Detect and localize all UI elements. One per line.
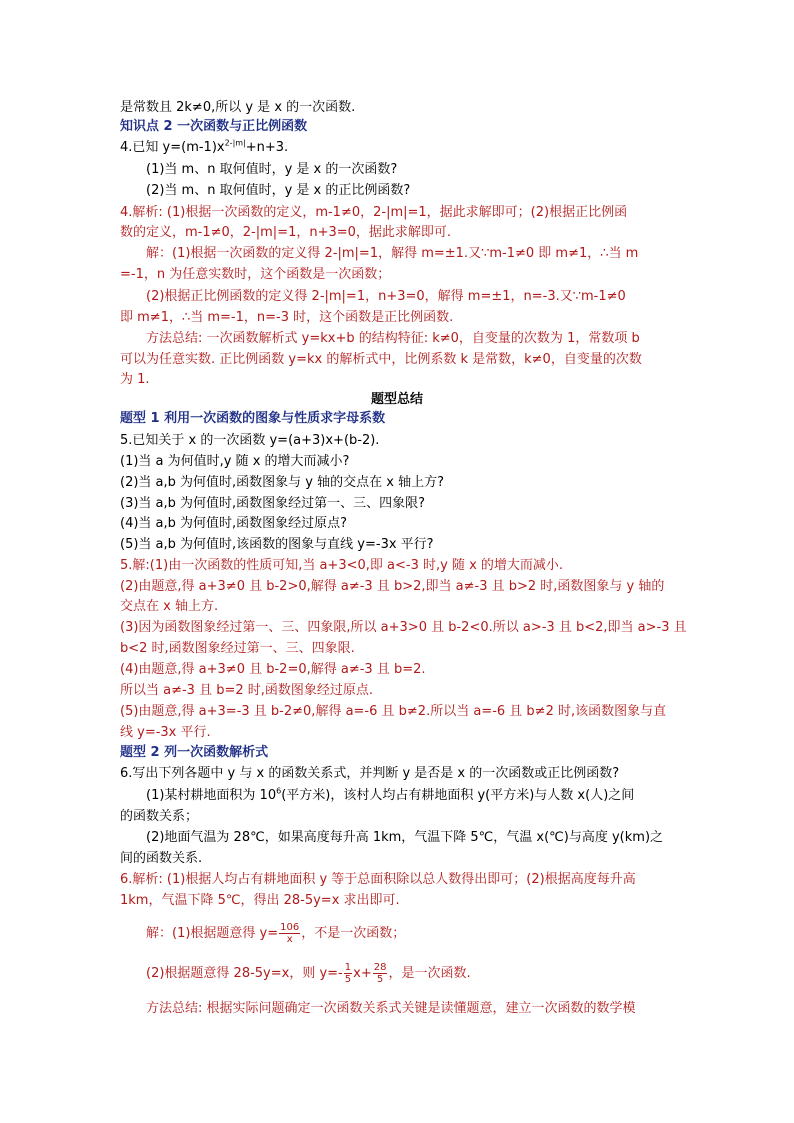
solution-text <box>146 960 471 988</box>
sub-question: (2)当 m、n 取何值时，y 是 x 的正比例函数? <box>146 183 411 198</box>
solution-part: x+ <box>353 966 372 981</box>
method-summary: 可以为任意实数. 正比例函数 y=kx 的解析式中，比例系数 k 是常数，k≠0，自变量的次数 <box>120 352 642 367</box>
analysis-text: 4.解析: (1)根据一次函数的定义，m-1≠0，2-|m|=1，据此求解即可；(2)根据正比例函 <box>120 205 628 220</box>
section-heading: 知识点 2 一次函数与正比例函数 <box>120 119 308 134</box>
sub-question: (1)当 m、n 取何值时，y 是 x 的一次函数? <box>146 162 398 177</box>
text-line: 是常数且 2k≠0,所以 y 是 x 的一次函数. <box>120 100 356 115</box>
solution-text: 即 m≠1，∴当 m=-1，n=-3 时，这个函数是正比例函数. <box>120 310 454 325</box>
numerator: 1 <box>344 962 352 973</box>
sub-question: (2)当 a,b 为何值时,函数图象与 y 轴的交点在 x 轴上方? <box>120 475 444 490</box>
question-text: (1)某村耕地面积为 10 <box>146 788 277 803</box>
sub-question: 的函数关系； <box>120 809 199 824</box>
question-5: 5.已知关于 x 的一次函数 y=(a+3)x+(b-2). <box>120 433 380 448</box>
sub-question: (5)当 a,b 为何值时,该函数的图象与直线 y=-3x 平行? <box>120 537 434 552</box>
solution-part: ，不是一次函数； <box>301 926 406 941</box>
section-title: 题型总结 <box>370 392 423 407</box>
solution-text: (3)因为函数图象经过第一、三、四象限,所以 a+3>0 且 b-2<0.所以 a>-3 且 b<2,即当 a>-3 且 <box>120 620 687 635</box>
method-summary: 方法总结: 一次函数解析式 y=kx+b 的结构特征: k≠0，自变量的次数为 1，常数项 b <box>146 331 640 346</box>
question-text: (平方米)，该村人均占有耕地面积 y(平方米)与人数 x(人)之间 <box>281 788 635 803</box>
solution-text: (5)由题意,得 a+3=-3 且 b-2≠0,解得 a=-6 且 b≠2.所以当 a=-6 且 b≠2 时,该函数图象与直 <box>120 704 667 719</box>
sub-question: 间的函数关系. <box>120 851 203 866</box>
solution-text: 线 y=-3x 平行. <box>120 725 211 740</box>
denominator: 5 <box>344 974 352 985</box>
section-heading: 题型 2 列一次函数解析式 <box>120 745 269 760</box>
numerator: 28 <box>373 962 387 973</box>
numerator: 106 <box>280 922 300 933</box>
sub-question: (2)地面气温为 28℃，如果高度每升高 1km，气温下降 5℃，气温 x(℃)与高度 y(km)之 <box>146 830 664 845</box>
analysis-text: 6.解析: (1)根据人均占有耕地面积 y 等于总面积除以总人数得出即可；(2)根据高度每升高 <box>120 872 636 887</box>
solution-text: 所以当 a≠-3 且 b=2 时,函数图象经过原点. <box>120 683 374 698</box>
solution-part: ，是一次函数. <box>388 966 471 981</box>
solution-part: (2)根据题意得 28-5y=x，则 y=- <box>146 966 343 981</box>
question-4 <box>120 138 288 158</box>
sub-question: (1)当 a 为何值时,y 随 x 的增大而减小? <box>120 454 350 469</box>
fraction <box>279 922 300 945</box>
solution-text <box>146 920 405 948</box>
solution-part: 解：(1)根据题意得 y= <box>146 926 279 941</box>
denominator: x <box>286 934 293 945</box>
sub-question: (4)当 a,b 为何值时,函数图象经过原点? <box>120 516 348 531</box>
solution-text: 交点在 x 轴上方. <box>120 599 219 614</box>
fraction <box>373 962 388 985</box>
method-summary: 方法总结: 根据实际问题确定一次函数关系式关键是读懂题意，建立一次函数的数学模 <box>146 1001 636 1016</box>
analysis-text: 数的定义，m-1≠0，2-|m|=1，n+3=0，据此求解即可. <box>120 225 452 240</box>
denominator: 5 <box>376 974 384 985</box>
solution-text: (2)由题意,得 a+3≠0 且 b-2>0,解得 a≠-3 且 b>2,即当 a≠-3 且 b>2 时,函数图象与 y 轴的 <box>120 579 665 594</box>
section-heading: 题型 1 利用一次函数的图象与性质求字母系数 <box>120 411 386 426</box>
solution-text: b<2 时,函数图象经过第一、三、四象限. <box>120 641 355 656</box>
fraction <box>344 962 352 985</box>
exponent: 6 <box>276 786 282 796</box>
question-text: +n+3. <box>245 140 289 155</box>
solution-text: 解：(1)根据一次函数的定义得 2-|m|=1，解得 m=±1.又∵m-1≠0 即 m≠1，∴当 m <box>146 246 639 261</box>
question-text: 4.已知 y=(m-1)x <box>120 140 225 155</box>
sub-question <box>146 786 634 806</box>
question-6: 6.写出下列各题中 y 与 x 的函数关系式，并判断 y 是否是 x 的一次函数或正比例函数? <box>120 766 620 781</box>
solution-text: (2)根据正比例函数的定义得 2-|m|=1，n+3=0，解得 m=±1，n=-3.又∵m-1≠0 <box>146 289 626 304</box>
solution-text: 5.解:(1)由一次函数的性质可知,当 a+3<0,即 a<-3 时,y 随 x 的增大而减小. <box>120 558 564 573</box>
solution-text: (4)由题意,得 a+3≠0 且 b-2=0,解得 a≠-3 且 b=2. <box>120 662 426 677</box>
sub-question: (3)当 a,b 为何值时,函数图象经过第一、三、四象限? <box>120 496 426 511</box>
exponent: 2-|m| <box>224 138 246 148</box>
method-summary: 为 1. <box>120 372 150 387</box>
solution-text: =-1，n 为任意实数时，这个函数是一次函数； <box>120 267 391 282</box>
analysis-text: 1km，气温下降 5℃，得出 28-5y=x 求出即可. <box>120 893 400 908</box>
